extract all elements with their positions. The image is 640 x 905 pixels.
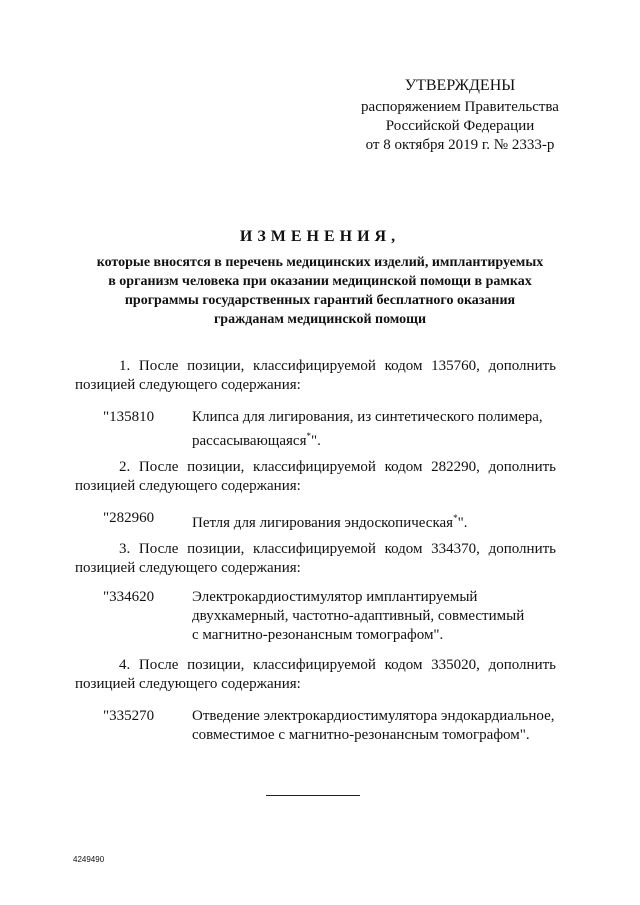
position-code: "282960 xyxy=(103,510,155,526)
approval-block xyxy=(345,76,575,155)
document-heading: ИЗМЕНЕНИЯ, xyxy=(239,228,401,245)
paragraph-text: 1. После позиции, классифицируемой кодом 135760, дополнить xyxy=(119,358,556,374)
approval-date-number: от 8 октября 2019 г. № 2333-р xyxy=(365,137,555,153)
position-description xyxy=(192,707,562,745)
paragraph-text: позицией следующего содержания: xyxy=(75,560,301,576)
divider-line xyxy=(266,795,360,796)
footnote-mark: * xyxy=(453,513,458,523)
approval-title: УТВЕРЖДЕНЫ xyxy=(404,77,516,94)
paragraph-text: позицией следующего содержания: xyxy=(75,676,301,692)
paragraph-text: позицией следующего содержания: xyxy=(75,478,301,494)
position-description xyxy=(192,588,562,645)
description-line: Клипса для лигирования, из синтетического полимера, xyxy=(192,409,543,425)
position-code: "334620 xyxy=(103,589,155,605)
description-text: рассасывающаяся xyxy=(192,433,307,449)
paragraph-text: позицией следующего содержания: xyxy=(75,377,301,393)
paragraph-1 xyxy=(75,357,556,395)
paragraph-2 xyxy=(75,458,556,496)
subtitle-line: программы государственных гарантий бесплатного оказания xyxy=(124,293,516,308)
paragraph-text: 2. После позиции, классифицируемой кодом 282290, дополнить xyxy=(119,459,556,475)
description-line: Электрокардиостимулятор имплантируемый xyxy=(192,589,478,605)
footnote-mark: * xyxy=(306,431,311,441)
position-description xyxy=(192,509,562,533)
paragraph-text: 4. После позиции, классифицируемой кодом 335020, дополнить xyxy=(119,657,556,673)
subtitle-line: в организм человека при оказании медицинской помощи в рамках xyxy=(108,274,532,289)
description-line: с магнитно-резонансным томографом". xyxy=(192,627,444,643)
document-subtitle xyxy=(60,253,580,329)
position-description xyxy=(192,408,562,451)
paragraph-4 xyxy=(75,656,556,694)
subtitle-line: гражданам медицинской помощи xyxy=(213,312,427,327)
approval-line: распоряжением Правительства xyxy=(361,99,559,115)
description-line: Отведение электрокардиостимулятора эндокардиальное, xyxy=(192,708,555,724)
paragraph-3 xyxy=(75,540,556,578)
subtitle-line: которые вносятся в перечень медицинских изделий, имплантируемых xyxy=(96,255,544,270)
description-line xyxy=(192,509,562,533)
description-line: двухкамерный, частотно-адаптивный, совместимый xyxy=(192,608,525,624)
paragraph-text: 3. После позиции, классифицируемой кодом 334370, дополнить xyxy=(119,541,556,557)
closing-quote: ". xyxy=(457,515,468,531)
description-line xyxy=(192,427,562,451)
document-number: 4249490 xyxy=(73,855,105,864)
position-code: "135810 xyxy=(103,409,155,425)
closing-quote: ". xyxy=(310,433,321,449)
approval-line: Российской Федерации xyxy=(385,118,535,134)
description-text: Петля для лигирования эндоскопическая xyxy=(192,515,454,531)
position-code: "335270 xyxy=(103,708,155,724)
description-line: совместимое с магнитно-резонансным томографом". xyxy=(192,727,530,743)
